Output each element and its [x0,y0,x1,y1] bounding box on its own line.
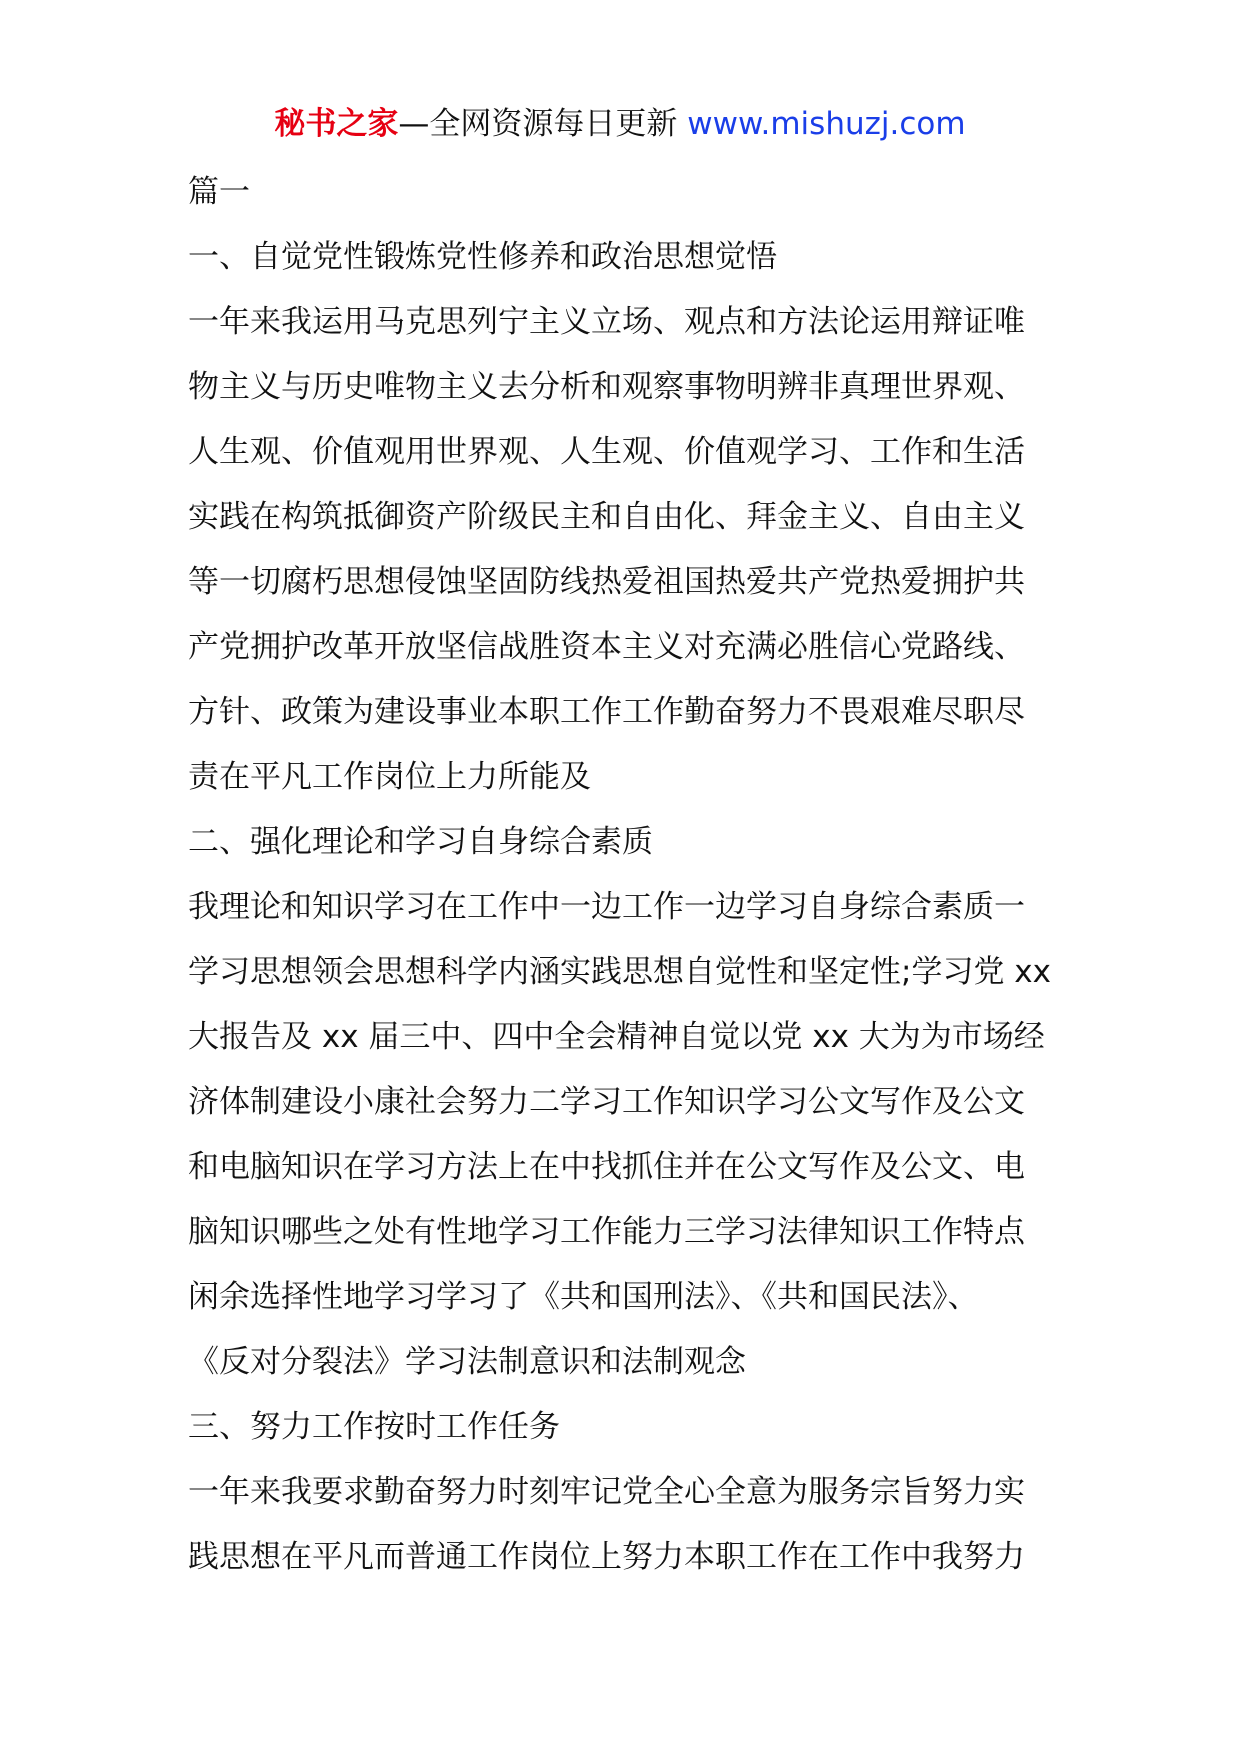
paragraph-line: 人生观、价值观用世界观、人生观、价值观学习、工作和生活 [188,434,1025,470]
paragraph-line: 济体制建设小康社会努力二学习工作知识学习公文写作及公文 [188,1084,1025,1120]
paragraph-line: 《反对分裂法》学习法制意识和法制观念 [188,1344,746,1380]
paragraph-line: 产党拥护改革开放坚信战胜资本主义对充满必胜信心党路线、 [188,629,1025,665]
paragraph-line: 方针、政策为建设事业本职工作工作勤奋努力不畏艰难尽职尽 [188,694,1025,730]
paragraph-line: 我理论和知识学习在工作中一边工作一边学习自身综合素质一 [188,889,1025,925]
paragraph-line: 一年来我运用马克思列宁主义立场、观点和方法论运用辩证唯 [188,304,1025,340]
heading-3: 三、努力工作按时工作任务 [188,1409,560,1445]
paragraph-line: 物主义与历史唯物主义去分析和观察事物明辨非真理世界观、 [188,369,1025,405]
heading-2: 二、强化理论和学习自身综合素质 [188,824,653,860]
heading-1: 一、自觉党性锻炼党性修养和政治思想觉悟 [188,239,777,275]
watermark-header [0,100,1240,148]
paragraph-line: 一年来我要求勤奋努力时刻牢记党全心全意为服务宗旨努力实 [188,1474,1025,1510]
header-tagline: —全网资源每日更新 [398,106,688,142]
brand-name: 秘书之家 [274,106,399,142]
section-label: 篇一 [188,174,250,210]
paragraph-line: 践思想在平凡而普通工作岗位上努力本职工作在工作中我努力 [188,1539,1025,1575]
paragraph-line: 实践在构筑抵御资产阶级民主和自由化、拜金主义、自由主义 [188,499,1025,535]
paragraph-line: 大报告及 xx 届三中、四中全会精神自觉以党 xx 大为为市场经 [188,1019,1045,1055]
paragraph-line: 等一切腐朽思想侵蚀坚固防线热爱祖国热爱共产党热爱拥护共 [188,564,1025,600]
paragraph-line: 和电脑知识在学习方法上在中找抓住并在公文写作及公文、电 [188,1149,1025,1185]
paragraph-line: 学习思想领会思想科学内涵实践思想自觉性和坚定性;学习党 xx [188,954,1051,990]
document-body [188,160,1058,1590]
paragraph-line: 脑知识哪些之处有性地学习工作能力三学习法律知识工作特点 [188,1214,1025,1250]
website-link[interactable]: www.mishuzj.com [687,106,966,142]
paragraph-line: 责在平凡工作岗位上力所能及 [188,759,591,795]
paragraph-line: 闲余选择性地学习学习了《共和国刑法》、《共和国民法》、 [188,1279,979,1315]
